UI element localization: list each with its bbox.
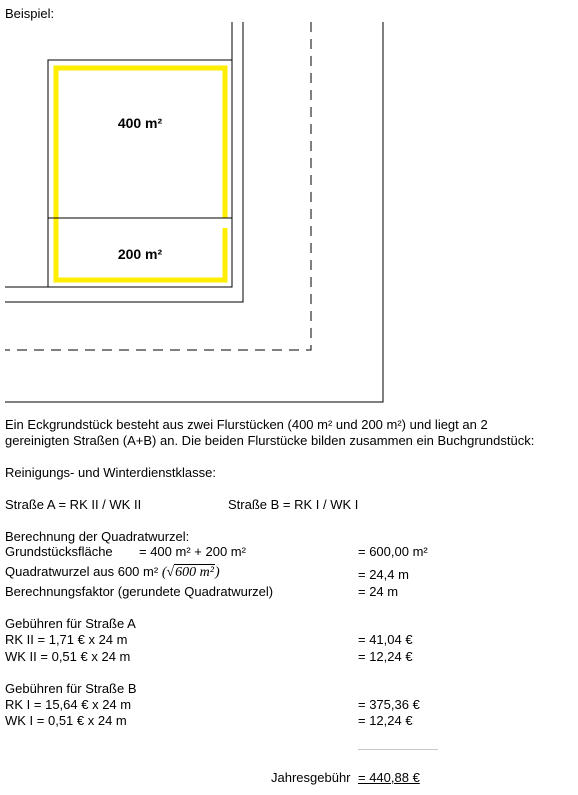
fees-b-heading: Gebühren für Straße B — [5, 681, 137, 696]
classes-heading: Reinigungs- und Winterdienstklasse: — [5, 465, 216, 480]
description-line-2: gereinigten Straßen (A+B) an. Die beiden Flurstücke bilden zusammen ein Buchgrundstück: — [5, 433, 535, 448]
fees-a-wk-label: WK II = 0,51 € x 24 m — [5, 649, 131, 664]
fees-b-wk-label: WK I = 0,51 € x 24 m — [5, 713, 127, 728]
area-label: Grundstücksfläche — [5, 544, 113, 559]
street-b-edge-line — [5, 22, 383, 402]
sqrt-symbol: √ — [166, 565, 175, 580]
fees-a-rk-label: RK II = 1,71 € x 24 m — [5, 632, 128, 647]
fees-a-wk-result: = 12,24 € — [358, 649, 413, 664]
factor-result: = 24 m — [358, 584, 399, 599]
plot-small-area-label: 200 m² — [117, 246, 163, 262]
total-value: = 440,88 € — [358, 770, 420, 785]
sum-divider — [358, 749, 438, 750]
plot-large-area-label: 400 m² — [117, 115, 163, 131]
sqrt-result: = 24,4 m — [358, 567, 409, 582]
area-formula: = 400 m² + 200 m² — [139, 544, 246, 559]
area-result: = 600,00 m² — [358, 544, 428, 559]
fees-b-rk-label: RK I = 15,64 € x 24 m — [5, 697, 132, 712]
total-label: Jahresgebühr — [271, 770, 351, 785]
sqrt-row — [5, 564, 220, 581]
fees-b-rk-result: = 375,36 € — [358, 697, 420, 712]
sqrt-heading: Berechnung der Quadratwurzel: — [5, 529, 190, 544]
factor-label: Berechnungsfaktor (gerundete Quadratwurzel) — [5, 584, 274, 599]
description-line-1: Ein Eckgrundstück besteht aus zwei Flurstücken (400 m² und 200 m²) und liegt an 2 — [5, 417, 488, 432]
fees-a-heading: Gebühren für Straße A — [5, 616, 136, 631]
street-b-class: Straße B = RK I / WK I — [228, 497, 359, 512]
sqrt-radicand: 600 m² — [175, 565, 214, 580]
sqrt-formula: (√600 m²) — [161, 565, 220, 580]
street-a-class: Straße A = RK II / WK II — [5, 497, 142, 512]
fees-b-wk-result: = 12,24 € — [358, 713, 413, 728]
heading: Beispiel: — [5, 6, 55, 21]
fees-a-rk-result: = 41,04 € — [358, 632, 413, 647]
street-dashed-line — [5, 22, 311, 350]
sqrt-label: Quadratwurzel aus 600 m² — [5, 564, 159, 579]
